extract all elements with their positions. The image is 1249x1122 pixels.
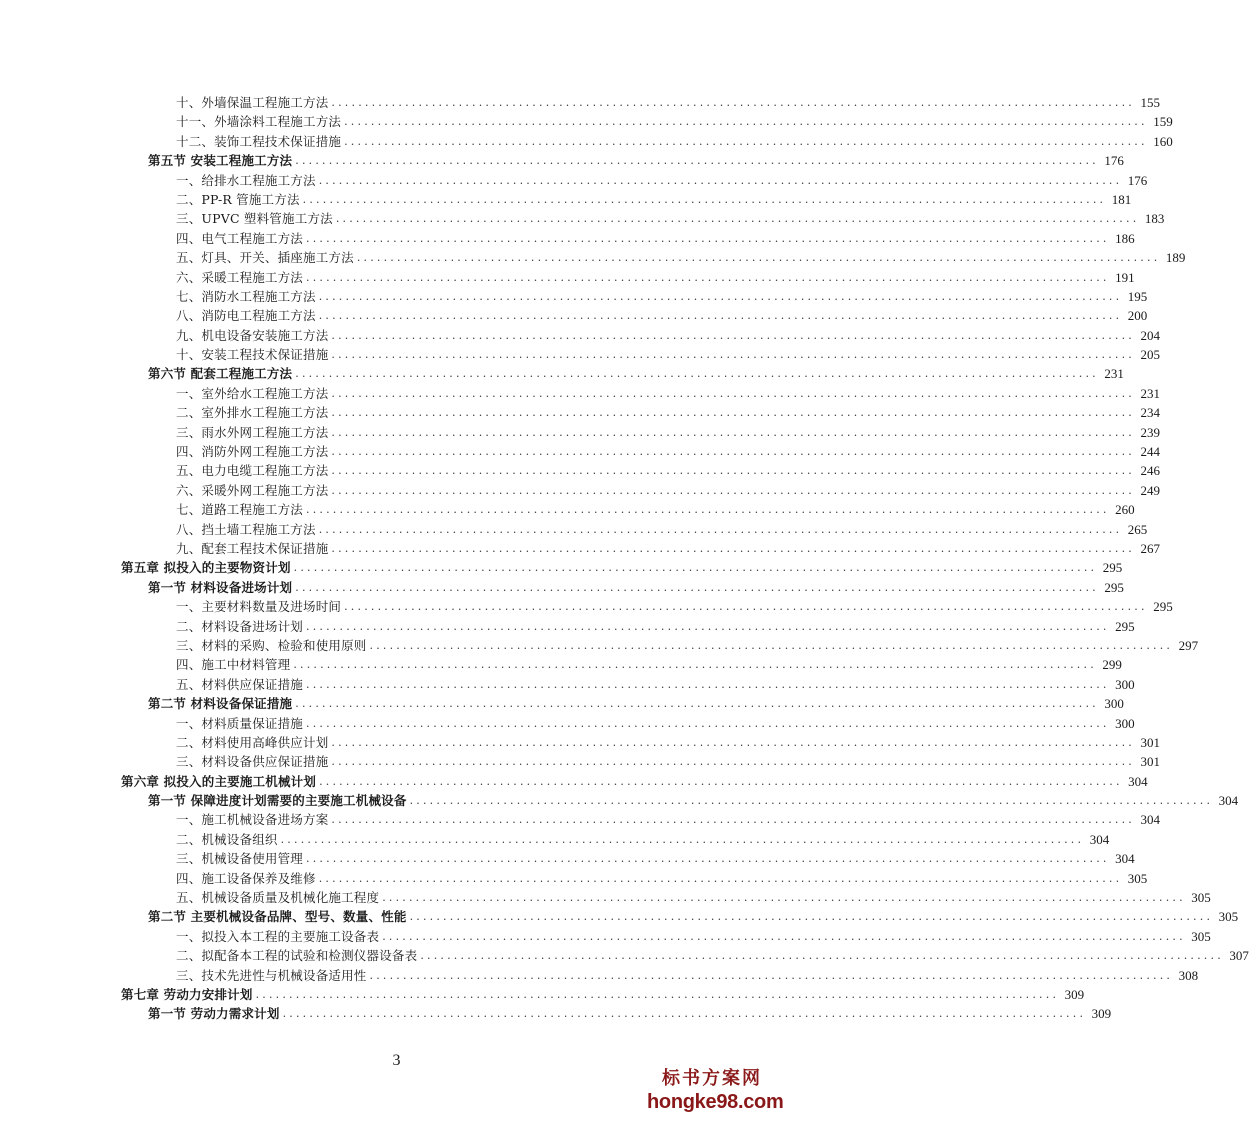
toc-entry-page: 183 [1144, 211, 1165, 227]
toc-subsection-entry[interactable] [0, 752, 1160, 771]
toc-section-entry[interactable] [0, 791, 1239, 810]
toc-entry-page: 191 [1115, 269, 1135, 285]
toc-dot-leader: ........................................................................................................................ [331, 735, 1135, 749]
toc-dot-leader: ........................................................................................................................ [306, 503, 1110, 517]
toc-dot-leader: ........................................................................................................................ [331, 755, 1135, 769]
toc-section-entry[interactable] [0, 907, 1239, 926]
toc-entry-label: 第五节 安装工程施工方法 [148, 153, 293, 169]
toc-entry-page: 231 [1140, 385, 1160, 401]
toc-subsection-entry[interactable] [0, 927, 1211, 946]
toc-dot-leader: ........................................................................................................................ [331, 813, 1135, 827]
toc-dot-leader: ........................................................................................................................ [306, 716, 1110, 730]
toc-entry-label: 八、消防电工程施工方法 [176, 308, 316, 324]
toc-entry-label: 第七章 劳动力安排计划 [121, 986, 253, 1002]
toc-subsection-entry[interactable] [0, 384, 1160, 403]
toc-entry-page: 249 [1140, 482, 1160, 498]
toc-entry-page: 159 [1153, 114, 1173, 130]
toc-entry-label: 二、拟配备本工程的试验和检测仪器设备表 [176, 948, 418, 964]
toc-entry-label: 三、雨水外网工程施工方法 [176, 424, 329, 440]
toc-entry-label: 第一节 保障进度计划需要的主要施工机械设备 [148, 793, 407, 809]
toc-entry-label: 第五章 拟投入的主要物资计划 [121, 560, 291, 576]
toc-dot-leader: ........................................................................................................................ [319, 774, 1123, 788]
toc-dot-leader: ........................................................................................................................ [282, 1007, 1087, 1021]
toc-subsection-entry[interactable] [0, 287, 1148, 306]
toc-dot-leader: ........................................................................................................................ [335, 212, 1140, 226]
toc-dot-leader: ........................................................................................................................ [331, 96, 1135, 109]
toc-entry-page: 300 [1115, 715, 1135, 731]
toc-entry-page: 308 [1178, 967, 1199, 983]
toc-dot-leader: ........................................................................................................................ [344, 134, 1148, 148]
toc-dot-leader: ........................................................................................................................ [302, 192, 1107, 206]
toc-entry-label: 二、材料设备进场计划 [176, 618, 304, 634]
toc-entry-label: 五、材料供应保证措施 [176, 676, 304, 692]
toc-entry-label: 五、机械设备质量及机械化施工程度 [176, 890, 380, 906]
table-of-contents [0, 93, 1249, 1024]
toc-entry-page: 200 [1127, 308, 1148, 324]
toc-entry-label: 一、给排水工程施工方法 [176, 172, 316, 188]
toc-dot-leader: ........................................................................................................................ [382, 891, 1186, 905]
toc-dot-leader: ........................................................................................................................ [306, 852, 1110, 866]
toc-subsection-entry[interactable] [0, 403, 1160, 422]
toc-dot-leader: ........................................................................................................................ [295, 697, 1099, 711]
toc-dot-leader: ........................................................................................................................ [295, 154, 1099, 168]
toc-dot-leader: ........................................................................................................................ [382, 929, 1186, 943]
toc-dot-leader: ........................................................................................................................ [306, 231, 1110, 245]
toc-dot-leader: ........................................................................................................................ [344, 600, 1148, 614]
toc-entry-label: 十、外墙保温工程施工方法 [176, 95, 329, 110]
toc-entry-page: 304 [1115, 851, 1135, 867]
toc-entry-page: 309 [1064, 986, 1085, 1002]
toc-dot-leader: ........................................................................................................................ [331, 348, 1135, 362]
toc-entry-label: 第一节 材料设备进场计划 [148, 579, 293, 595]
toc-dot-leader: ........................................................................................................................ [306, 270, 1110, 284]
toc-chapter-entry[interactable] [0, 558, 1123, 577]
toc-dot-leader: ........................................................................................................................ [331, 425, 1135, 439]
toc-subsection-entry[interactable] [0, 520, 1148, 539]
toc-entry-page: 234 [1140, 405, 1160, 421]
toc-dot-leader: ........................................................................................................................ [344, 115, 1148, 129]
toc-entry-page: 305 [1127, 870, 1148, 886]
toc-entry-label: 三、UPVC 塑料管施工方法 [176, 211, 333, 227]
toc-entry-page: 205 [1140, 347, 1160, 363]
toc-subsection-entry[interactable] [0, 636, 1199, 655]
toc-entry-page: 295 [1115, 618, 1135, 634]
toc-dot-leader: ........................................................................................................................ [369, 638, 1174, 652]
toc-subsection-entry[interactable] [0, 171, 1148, 190]
toc-subsection-entry[interactable] [0, 481, 1160, 500]
toc-subsection-entry[interactable] [0, 93, 1160, 112]
page-number: 3 [392, 1052, 401, 1069]
toc-subsection-entry[interactable] [0, 132, 1173, 151]
toc-dot-leader: ........................................................................................................................ [318, 289, 1123, 303]
toc-entry-label: 一、室外给水工程施工方法 [176, 385, 329, 401]
toc-entry-label: 二、机械设备组织 [176, 831, 278, 847]
toc-entry-label: 五、灯具、开关、插座施工方法 [176, 250, 354, 266]
toc-entry-label: 十一、外墙涂料工程施工方法 [176, 114, 342, 130]
toc-entry-page: 305 [1218, 909, 1239, 925]
toc-subsection-entry[interactable] [0, 229, 1135, 248]
toc-subsection-entry[interactable] [0, 306, 1148, 325]
toc-dot-leader: ........................................................................................................................ [293, 561, 1098, 575]
toc-entry-page: 176 [1104, 153, 1124, 169]
toc-dot-leader: ........................................................................................................................ [331, 406, 1135, 420]
toc-subsection-entry[interactable] [0, 461, 1160, 480]
toc-subsection-entry[interactable] [0, 209, 1165, 228]
toc-entry-page: 304 [1128, 773, 1148, 789]
toc-subsection-entry[interactable] [0, 500, 1135, 519]
toc-dot-leader: ........................................................................................................................ [255, 987, 1060, 1001]
toc-dot-leader: ........................................................................................................................ [280, 832, 1085, 846]
toc-entry-label: 二、材料使用高峰供应计划 [176, 734, 329, 750]
toc-entry-label: 四、施工设备保养及维修 [176, 870, 316, 886]
watermark-title: 标书方案网 [662, 1068, 762, 1089]
toc-dot-leader: ........................................................................................................................ [331, 483, 1135, 497]
toc-section-entry[interactable] [0, 694, 1124, 713]
toc-subsection-entry[interactable] [0, 714, 1135, 733]
toc-entry-label: 第二节 主要机械设备品牌、型号、数量、性能 [148, 909, 407, 925]
toc-entry-page: 301 [1140, 734, 1160, 750]
toc-subsection-entry[interactable] [0, 326, 1160, 345]
toc-entry-label: 第二节 材料设备保证措施 [148, 696, 293, 712]
toc-subsection-entry[interactable] [0, 248, 1186, 267]
toc-entry-label: 六、采暖外网工程施工方法 [176, 482, 329, 498]
toc-subsection-entry[interactable] [0, 675, 1135, 694]
toc-dot-leader: ........................................................................................................................ [331, 445, 1135, 459]
toc-entry-page: 260 [1115, 502, 1135, 518]
toc-dot-leader: ........................................................................................................................ [420, 949, 1224, 963]
toc-entry-label: 一、材料质量保证措施 [176, 715, 304, 731]
toc-entry-page: 300 [1104, 696, 1124, 712]
toc-subsection-entry[interactable] [0, 966, 1199, 985]
toc-subsection-entry[interactable] [0, 733, 1160, 752]
toc-entry-page: 204 [1140, 327, 1160, 343]
toc-subsection-entry[interactable] [0, 849, 1135, 868]
toc-entry-label: 三、材料的采购、检验和使用原则 [176, 637, 367, 653]
toc-entry-label: 七、道路工程施工方法 [176, 502, 304, 518]
toc-entry-page: 304 [1218, 793, 1239, 809]
toc-entry-label: 二、室外排水工程施工方法 [176, 405, 329, 421]
toc-entry-page: 189 [1165, 250, 1186, 266]
toc-entry-label: 第一节 劳动力需求计划 [148, 1006, 280, 1022]
toc-dot-leader: ........................................................................................................................ [331, 464, 1135, 478]
toc-section-entry[interactable] [0, 151, 1124, 170]
toc-entry-label: 七、消防水工程施工方法 [176, 288, 316, 304]
toc-entry-page: 239 [1140, 424, 1160, 440]
toc-subsection-entry[interactable] [0, 597, 1173, 616]
toc-entry-page: 295 [1104, 579, 1124, 595]
toc-entry-page: 309 [1091, 1006, 1112, 1022]
toc-entry-label: 九、配套工程技术保证措施 [176, 540, 329, 556]
toc-dot-leader: ........................................................................................................................ [409, 910, 1214, 924]
toc-entry-page: 297 [1178, 637, 1199, 653]
toc-dot-leader: ........................................................................................................................ [331, 541, 1135, 555]
toc-entry-label: 二、PP-R 管施工方法 [176, 191, 300, 207]
toc-entry-label: 四、施工中材料管理 [176, 657, 291, 673]
toc-entry-page: 176 [1127, 172, 1148, 188]
toc-dot-leader: ........................................................................................................................ [356, 251, 1161, 265]
toc-entry-label: 十、安装工程技术保证措施 [176, 347, 329, 363]
toc-entry-label: 三、技术先进性与机械设备适用性 [176, 967, 367, 983]
toc-subsection-entry[interactable] [0, 190, 1132, 209]
toc-subsection-entry[interactable] [0, 617, 1135, 636]
toc-section-entry[interactable] [0, 1004, 1112, 1023]
toc-entry-page: 265 [1127, 521, 1148, 537]
toc-entry-page: 155 [1140, 95, 1160, 110]
toc-entry-label: 一、施工机械设备进场方案 [176, 812, 329, 828]
toc-entry-page: 267 [1140, 540, 1160, 556]
toc-entry-label: 四、电气工程施工方法 [176, 230, 304, 246]
toc-subsection-entry[interactable] [0, 112, 1173, 131]
toc-dot-leader: ........................................................................................................................ [369, 968, 1174, 982]
toc-entry-label: 六、采暖工程施工方法 [176, 269, 304, 285]
toc-dot-leader: ........................................................................................................................ [295, 580, 1099, 594]
toc-entry-page: 195 [1127, 288, 1148, 304]
toc-subsection-entry[interactable] [0, 655, 1122, 674]
toc-entry-page: 304 [1089, 831, 1110, 847]
toc-dot-leader: ........................................................................................................................ [295, 367, 1099, 381]
toc-section-entry[interactable] [0, 578, 1124, 597]
toc-dot-leader: ........................................................................................................................ [318, 871, 1123, 885]
toc-entry-page: 304 [1140, 812, 1160, 828]
toc-entry-label: 四、消防外网工程施工方法 [176, 444, 329, 460]
toc-subsection-entry[interactable] [0, 345, 1160, 364]
toc-chapter-entry[interactable] [0, 772, 1148, 791]
toc-dot-leader: ........................................................................................................................ [331, 386, 1135, 400]
toc-entry-label: 第六节 配套工程施工方法 [148, 366, 293, 382]
toc-subsection-entry[interactable] [0, 830, 1110, 849]
toc-subsection-entry[interactable] [0, 442, 1160, 461]
toc-dot-leader: ........................................................................................................................ [306, 619, 1110, 633]
toc-entry-label: 第六章 拟投入的主要施工机械计划 [121, 773, 317, 789]
toc-subsection-entry[interactable] [0, 539, 1160, 558]
toc-entry-page: 305 [1191, 890, 1211, 906]
toc-entry-page: 295 [1102, 560, 1123, 576]
toc-entry-page: 186 [1115, 230, 1135, 246]
toc-subsection-entry[interactable] [0, 268, 1135, 287]
toc-entry-label: 九、机电设备安装施工方法 [176, 327, 329, 343]
toc-entry-label: 一、主要材料数量及进场时间 [176, 599, 342, 615]
toc-entry-page: 295 [1153, 599, 1173, 615]
toc-entry-page: 307 [1229, 948, 1249, 964]
toc-entry-page: 300 [1115, 676, 1135, 692]
toc-dot-leader: ........................................................................................................................ [409, 794, 1214, 808]
toc-dot-leader: ........................................................................................................................ [318, 309, 1123, 323]
watermark-logo [647, 1068, 784, 1114]
toc-entry-page: 160 [1153, 133, 1173, 149]
toc-entry-page: 244 [1140, 444, 1160, 460]
toc-subsection-entry[interactable] [0, 946, 1249, 965]
toc-entry-label: 八、挡土墙工程施工方法 [176, 521, 316, 537]
toc-subsection-entry[interactable] [0, 888, 1211, 907]
toc-entry-label: 三、机械设备使用管理 [176, 851, 304, 867]
toc-dot-leader: ........................................................................................................................ [293, 658, 1097, 672]
toc-chapter-entry[interactable] [0, 985, 1085, 1004]
toc-entry-label: 一、拟投入本工程的主要施工设备表 [176, 928, 380, 944]
toc-entry-label: 五、电力电缆工程施工方法 [176, 463, 329, 479]
toc-entry-page: 231 [1104, 366, 1124, 382]
toc-dot-leader: ........................................................................................................................ [306, 677, 1110, 691]
toc-section-entry[interactable] [0, 364, 1124, 383]
toc-entry-label: 十二、装饰工程技术保证措施 [176, 133, 342, 149]
toc-entry-page: 301 [1140, 754, 1160, 770]
toc-entry-page: 305 [1191, 928, 1211, 944]
toc-entry-page: 299 [1102, 657, 1122, 673]
watermark-url: hongke98.com [647, 1091, 784, 1113]
toc-subsection-entry[interactable] [0, 423, 1160, 442]
toc-dot-leader: ........................................................................................................................ [331, 328, 1135, 342]
toc-entry-label: 三、材料设备供应保证措施 [176, 754, 329, 770]
toc-subsection-entry[interactable] [0, 810, 1160, 829]
toc-dot-leader: ........................................................................................................................ [318, 173, 1123, 187]
toc-dot-leader: ........................................................................................................................ [318, 522, 1123, 536]
toc-subsection-entry[interactable] [0, 869, 1148, 888]
toc-entry-page: 181 [1111, 191, 1132, 207]
toc-entry-page: 246 [1140, 463, 1160, 479]
